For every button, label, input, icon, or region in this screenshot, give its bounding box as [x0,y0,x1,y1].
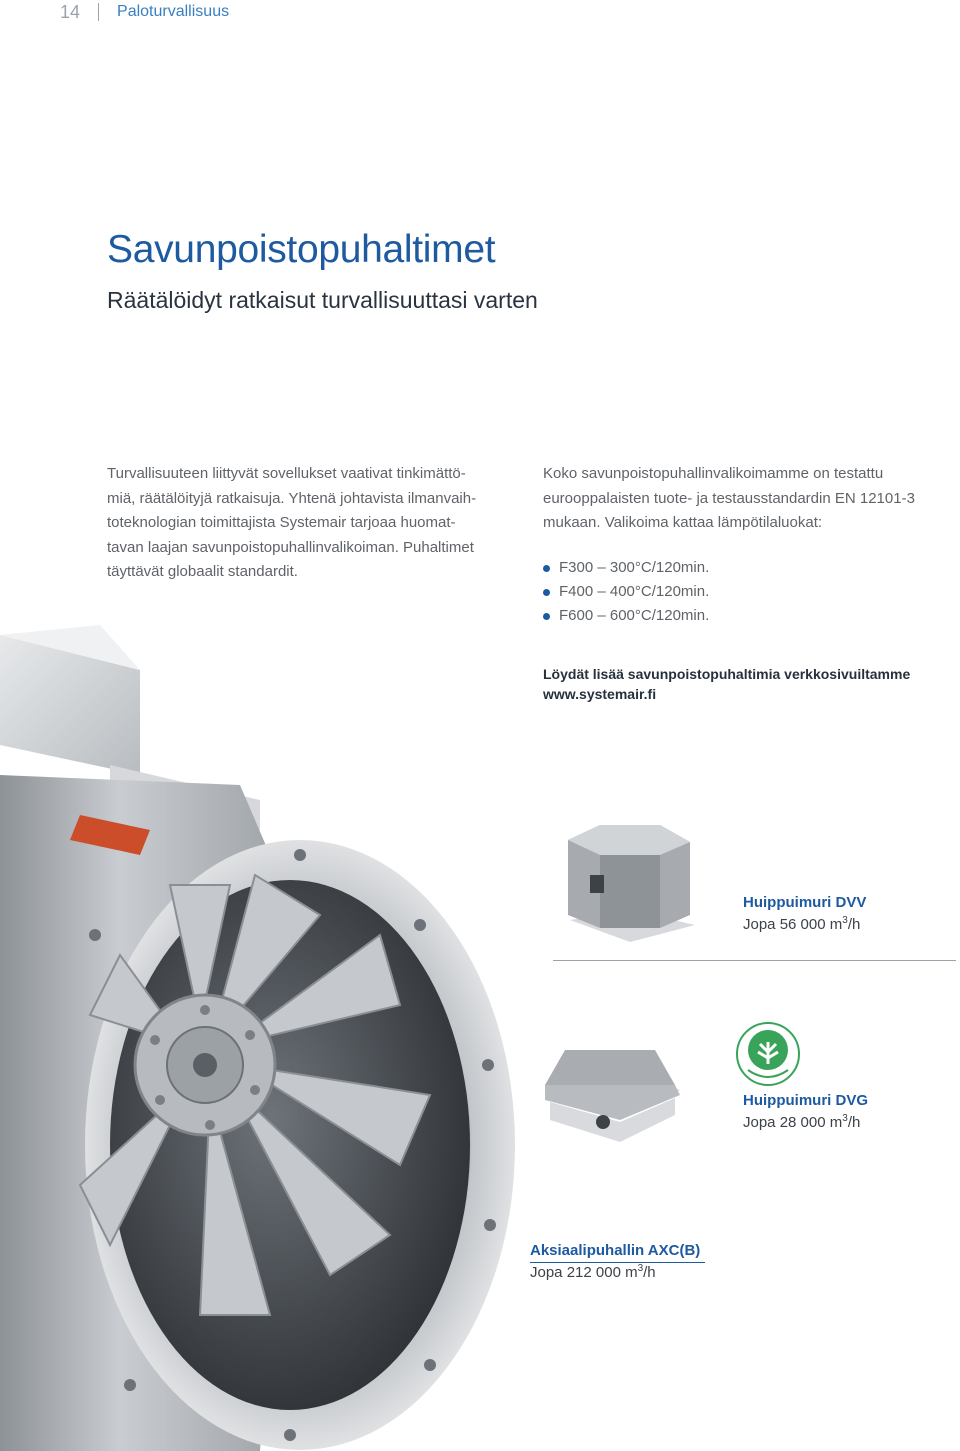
list-item [543,556,709,580]
list-item [543,604,709,628]
roof-fan-dvg-photo [545,1040,680,1142]
intro-right-line: mukaan. Valikoima kattaa lämpötilaluokat: [543,514,823,531]
intro-right-line: Koko savunpoistopuhallinvalikoimamme on testattu [543,465,884,482]
product-dvg-info [743,1090,868,1134]
product-dvv-info [743,892,866,936]
more-info-block [543,664,910,704]
page-header [60,0,229,24]
intro-left-line: toteknologian toimittajista Systemair tarjoaa huomat- [107,514,456,531]
intro-left-line: Turvallisuuteen liittyvät sovellukset vaativat tinkimättö- [107,465,466,482]
axial-fan-photo [0,625,525,1451]
product-capacity: Jopa 212 000 $m^3/h$ [530,1263,656,1281]
section-name: Paloturvallisuus [117,3,230,20]
bullet-icon [543,565,550,572]
intro-right-line: eurooppalaisten tuote- ja testausstandardin EN 12101-3 [543,489,915,507]
divider [553,960,956,961]
bullet-icon [543,613,550,620]
intro-left-paragraph [107,462,527,585]
header-divider [98,3,99,21]
roof-fan-dvv-photo [560,820,695,942]
product-name: Huippuimuri DVV [743,894,867,911]
product-capacity: Jopa 56 000 $m^3/h$ [743,915,861,933]
page-number: 14 [60,1,81,22]
bullet-icon [543,589,550,596]
product-name: Huippuimuri DVG [743,1092,868,1109]
product-name: Aksiaalipuhallin AXC(B) [530,1242,701,1259]
intro-right-paragraph [543,462,953,536]
list-item-label: F400 – 400°C/120min. [559,583,710,600]
more-info-text: Löydät lisää savunpoistopuhaltimia verkkosivuiltamme [543,666,911,682]
intro-left-line: tavan laajan savunpoistopuhallinvalikoiman. Puhaltimet [107,538,474,556]
temperature-class-list [543,556,709,628]
list-item-label: F600 – 600°C/120min. [559,607,710,624]
intro-left-line: miä, räätälöityjä ratkaisuja. Yhtenä johtavista ilmanvaih- [107,489,477,507]
list-item-label: F300 – 300°C/120min. [559,559,710,576]
page-title: Savunpoistopuhaltimet [107,228,496,271]
green-ventilation-logo [736,1022,800,1086]
list-item [543,580,709,604]
website-link[interactable]: www.systemair.fi [543,686,657,702]
intro-left-line: täyttävät globaalit standardit. [107,563,298,580]
page-subtitle: Räätälöidyt ratkaisut turvallisuuttasi varten [107,287,538,313]
product-capacity: Jopa 28 000 $m^3/h$ [743,1113,861,1131]
divider [530,1262,705,1263]
